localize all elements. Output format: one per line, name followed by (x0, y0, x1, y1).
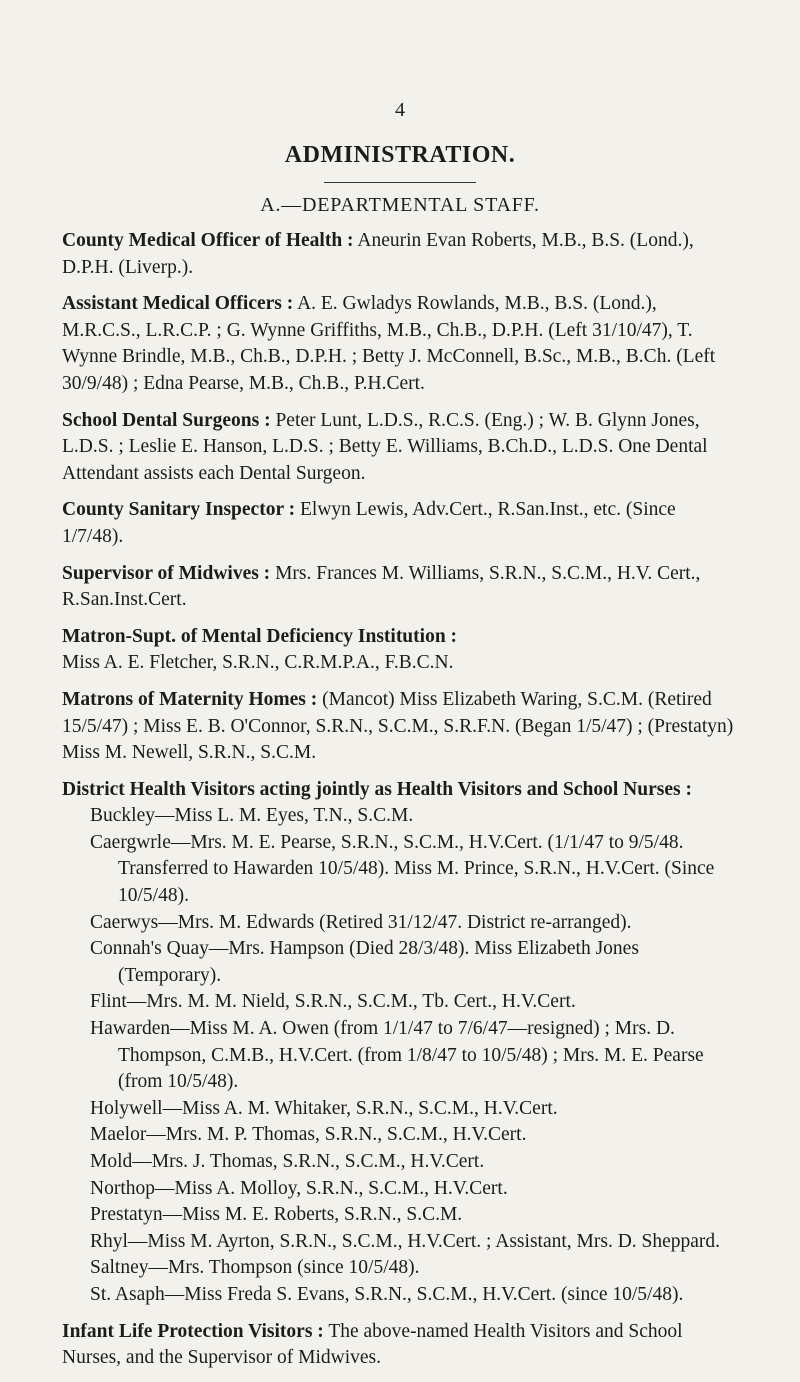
entry-text: (Mancot) Miss Elizabeth Waring, S.C.M. (Retired 15/5/47) ; Miss E. B. O'Connor, S.R.N., S.C.M., S.R.F.N. (Began 1/5/47) ; (Prestatyn) Miss M. Newell, S.R.N., S.C.M. (62, 688, 734, 764)
entry-label: Matrons of Maternity Homes : (62, 688, 318, 710)
entry-maternity-matrons (62, 687, 736, 767)
entry-text: Elwyn Lewis, Adv.Cert., R.San.Inst., etc. (Since 1/7/48). (62, 499, 676, 547)
entry-supervisor-midwives (62, 561, 736, 614)
entry-label: Matron-Supt. of Mental Deficiency Institution : (62, 625, 458, 647)
page-number: 4 (395, 99, 405, 121)
list-item: Northop—Miss A. Molloy, S.R.N., S.C.M., H.V.Cert. (90, 1177, 508, 1199)
list-item: Connah's Quay—Mrs. Hampson (Died 28/3/48). Miss Elizabeth Jones (Temporary). (90, 938, 639, 986)
entry-dental-surgeons (62, 408, 736, 488)
entry-text: Mrs. Frances M. Williams, S.R.N., S.C.M., H.V. Cert., R.San.Inst.Cert. (62, 562, 701, 611)
list-item: St. Asaph—Miss Freda S. Evans, S.R.N., S.C.M., H.V.Cert. (since 10/5/48). (90, 1283, 684, 1305)
entry-label: County Sanitary Inspector : (62, 499, 296, 521)
entry-sanitary-inspector (62, 497, 736, 550)
health-visitors-heading: District Health Visitors acting jointly as Health Visitors and School Nurses : (62, 778, 692, 800)
entry-text: A. E. Gwladys Rowlands, M.B., B.S. (Lond.), M.R.C.S., L.R.C.P. ; G. Wynne Griffiths, M.B., Ch.B., D.P.H. (Left 31/10/47), T. Wynne Brindle, M.B., Ch.B., D.P.H. ; Betty J. McConnell, B.Sc., M.B., B.Ch. (Left 30/9/48) ; Edna Pearse, M.B., Ch.B., P.H.Cert. (62, 293, 716, 394)
health-visitors-list (62, 803, 736, 1308)
entry-matron-supt (62, 624, 736, 677)
list-item: Prestatyn—Miss M. E. Roberts, S.R.N., S.C.M. (90, 1204, 463, 1226)
entry-assistant-officers (62, 291, 736, 397)
entry-label: County Medical Officer of Health : (62, 230, 354, 251)
list-item: Maelor—Mrs. M. P. Thomas, S.R.N., S.C.M., H.V.Cert. (90, 1124, 527, 1146)
entry-label: School Dental Surgeons : (62, 409, 271, 431)
list-item: Holywell—Miss A. M. Whitaker, S.R.N., S.C.M., H.V.Cert. (90, 1097, 558, 1119)
entry-label: Assistant Medical Officers : (62, 293, 294, 315)
entry-infant-life (62, 1319, 736, 1372)
list-item: Flint—Mrs. M. M. Nield, S.R.N., S.C.M., Tb. Cert., H.V.Cert. (90, 991, 576, 1013)
page-title: ADMINISTRATION. (284, 142, 516, 168)
entry-text: The above-named Health Visitors and School Nurses, and the Supervisor of Midwives. (62, 1320, 683, 1369)
entry-label: Supervisor of Midwives : (62, 562, 271, 584)
list-item: Caergwrle—Mrs. M. E. Pearse, S.R.N., S.C.M., H.V.Cert. (1/1/47 to 9/5/48. Transferred to Hawarden 10/5/48). Miss M. Prince, S.R.N., H.V.Cert. (Since 10/5/48). (90, 831, 715, 907)
list-item: Mold—Mrs. J. Thomas, S.R.N., S.C.M., H.V.Cert. (90, 1151, 485, 1172)
entry-text: Aneurin Evan Roberts, M.B., B.S. (Lond.), D.P.H. (Liverp.). (62, 230, 694, 278)
title-rule (324, 182, 476, 183)
list-item: Rhyl—Miss M. Ayrton, S.R.N., S.C.M., H.V.Cert. ; Assistant, Mrs. D. Sheppard. (90, 1230, 721, 1252)
list-item: Hawarden—Miss M. A. Owen (from 1/1/47 to 7/6/47—resigned) ; Mrs. D. Thompson, C.M.B., H.V.Cert. (from 1/8/47 to 10/5/48) ; Mrs. M. E. Pearse (from 10/5/48). (90, 1018, 704, 1093)
entry-text: Miss A. E. Fletcher, S.R.N., C.R.M.P.A., F.B.C.N. (62, 652, 454, 674)
entry-label: Infant Life Protection Visitors : (62, 1320, 324, 1342)
section-heading: A.—DEPARTMENTAL STAFF. (260, 194, 540, 216)
list-item: Buckley—Miss L. M. Eyes, T.N., S.C.M. (90, 805, 414, 827)
staff-list (62, 228, 736, 1382)
list-item: Saltney—Mrs. Thompson (since 10/5/48). (90, 1257, 420, 1279)
entry-medical-officer (62, 228, 736, 281)
entry-text: Peter Lunt, L.D.S., R.C.S. (Eng.) ; W. B. Glynn Jones, L.D.S. ; Leslie E. Hanson, L.D.S. ; Betty E. Williams, B.Ch.D., L.D.S. One Dental Attendant assists each Dental Surgeon. (62, 409, 708, 484)
list-item: Caerwys—Mrs. M. Edwards (Retired 31/12/47. District re-arranged). (90, 911, 632, 933)
